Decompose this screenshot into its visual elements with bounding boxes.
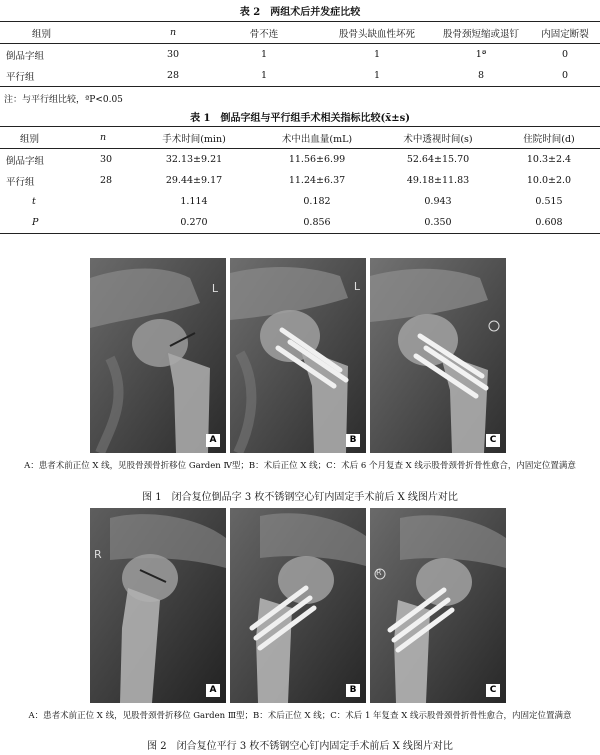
panel-label: B	[346, 434, 360, 447]
table-cell: 0	[561, 70, 569, 81]
xray-image-postop	[230, 258, 366, 453]
figure2-panel-c	[370, 508, 506, 703]
table-cell: 1	[260, 70, 268, 81]
table-cell: 32.13±9.21	[165, 154, 223, 165]
figure1-panel-a	[90, 258, 226, 453]
table-cell	[100, 212, 132, 234]
figure2-legend: A：患者术前正位 X 线，见股骨颈骨折移位 Garden Ⅲ型；B：术后正位 X 线；C：术后 1 年复查 X 线示股骨颈骨折骨性愈合，内固定位置满意	[28, 711, 572, 721]
xray-image-followup	[370, 258, 506, 453]
table-cell: 0.270	[180, 217, 208, 228]
xray-image-preop	[90, 258, 226, 453]
table-cell: 0.943	[424, 196, 452, 207]
table1-header-n: n	[100, 132, 107, 143]
table-cell: 10.3±2.4	[526, 154, 572, 165]
table-row	[0, 65, 600, 87]
table-cell: 8	[477, 70, 485, 81]
table2	[0, 21, 600, 87]
table-cell: 1.114	[180, 196, 208, 207]
figure2-panel-a	[90, 508, 226, 703]
table-cell: 52.64±15.70	[406, 154, 470, 165]
panel-label: A	[206, 434, 220, 447]
table-row	[0, 170, 600, 191]
table2-note: 注：与平行组比较，ªP<0.05	[4, 95, 123, 105]
table1-header-fluoro: 术中透视时间(s)	[403, 133, 473, 145]
table1-header-optime: 手术时间(min)	[162, 133, 226, 145]
table-cell: 10.0±2.0	[526, 175, 572, 186]
table2-header-row	[0, 22, 600, 44]
table-cell	[100, 191, 132, 212]
table-cell: 平行组	[6, 71, 35, 83]
table-cell: 11.24±6.37	[288, 175, 346, 186]
xray-image-preop	[90, 508, 226, 703]
table-cell: 1	[260, 49, 268, 60]
table-cell: 平行组	[6, 176, 35, 188]
xray-image-postop	[230, 508, 366, 703]
table-cell: 29.44±9.17	[165, 175, 223, 186]
table2-caption: 表 2 两组术后并发症比较	[239, 7, 361, 18]
table-cell: 30	[100, 154, 113, 165]
panel-label: A	[206, 684, 220, 697]
table-cell: 1ª	[475, 49, 487, 60]
xray-image-followup	[370, 508, 506, 703]
table2-header-necrosis: 股骨头缺血性坏死	[338, 28, 415, 40]
figure2-title: 图 2 闭合复位平行 3 枚不锈钢空心钉内固定手术前后 X 线图片对比	[147, 741, 453, 752]
table-row	[0, 149, 600, 171]
table1-header-bloodloss: 术中出血量(mL)	[281, 133, 353, 145]
table2-header-n: n	[169, 27, 177, 38]
table1	[0, 126, 600, 234]
table-cell: 0	[561, 49, 569, 60]
table-row	[0, 191, 600, 212]
table-row	[0, 44, 600, 66]
figure1-title: 图 1 闭合复位倒品字 3 枚不锈钢空心钉内固定手术前后 X 线图片对比	[142, 492, 458, 503]
panel-label: B	[346, 684, 360, 697]
panel-label: C	[486, 434, 500, 447]
table-cell: 倒品字组	[6, 50, 45, 62]
table-cell: 28	[100, 175, 113, 186]
table2-header-group: 组别	[32, 28, 52, 40]
table1-header-row	[0, 127, 600, 149]
figure1-panel-c	[370, 258, 506, 453]
side-marker: L	[211, 282, 218, 295]
table-cell: 0.182	[303, 196, 331, 207]
table-row	[0, 212, 600, 234]
table-cell: t	[32, 196, 36, 207]
table-cell: 0.515	[535, 196, 563, 207]
table-cell: 1	[373, 49, 381, 60]
table-cell: 11.56±6.99	[288, 154, 346, 165]
table1-caption: 表 1 倒品字组与平行组手术相关指标比较(x̄±s)	[190, 113, 410, 124]
table1-header-stay: 住院时间(d)	[523, 133, 575, 145]
table-cell: 0.608	[535, 217, 563, 228]
side-marker: R	[376, 568, 382, 577]
table2-header-shortening: 股骨颈短缩或退钉	[442, 28, 519, 40]
side-marker: R	[94, 548, 102, 561]
table2-header-nonunion: 骨不连	[249, 28, 279, 40]
figure2-panels	[90, 508, 560, 703]
table-cell: P	[32, 217, 39, 228]
figure2-panel-b	[230, 508, 366, 703]
table-cell: 0.856	[303, 217, 331, 228]
table-cell: 1	[373, 70, 381, 81]
figure1-panels	[90, 258, 560, 453]
table-cell: 28	[166, 70, 180, 81]
side-marker: L	[353, 280, 360, 293]
table-cell: 倒品字组	[6, 155, 45, 167]
panel-label: C	[486, 684, 500, 697]
table1-header-group: 组别	[20, 133, 40, 145]
table2-header-breakage: 内固定断裂	[541, 28, 589, 40]
figure1-legend: A：患者术前正位 X 线，见股骨颈骨折移位 Garden Ⅳ型；B：术后正位 X 线；C：术后 6 个月复查 X 线示股骨颈骨折骨性愈合，内固定位置满意	[24, 461, 576, 471]
table-cell: 30	[166, 49, 180, 60]
figure1-panel-b	[230, 258, 366, 453]
table-cell: 49.18±11.83	[406, 175, 470, 186]
table-cell: 0.350	[424, 217, 452, 228]
